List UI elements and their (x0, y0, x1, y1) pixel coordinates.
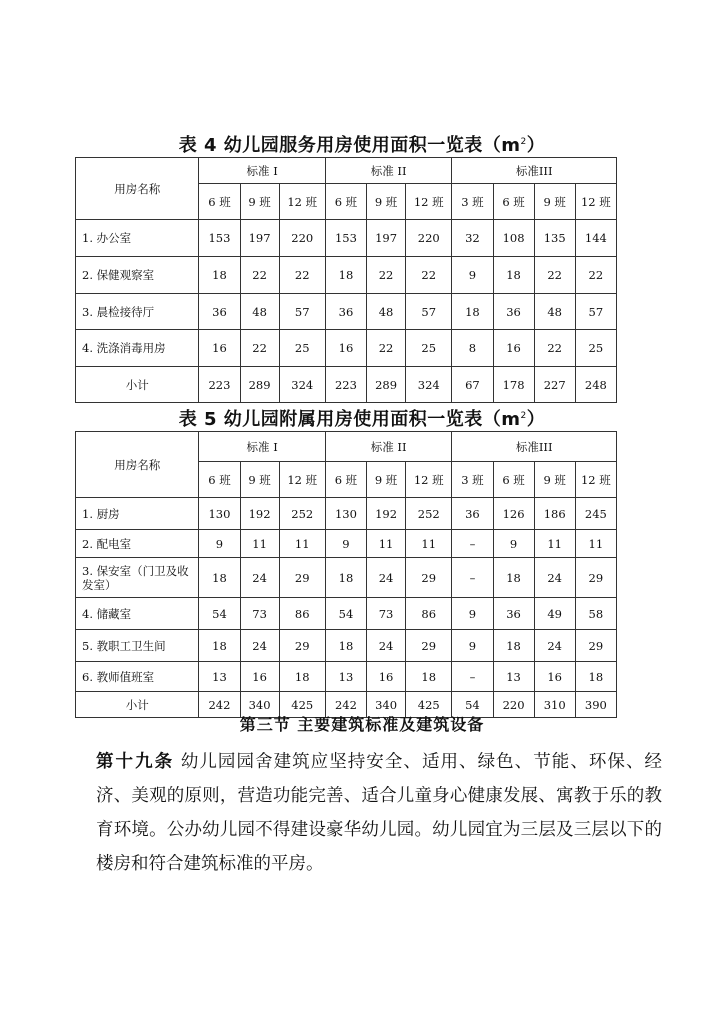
area-value: 16 (240, 662, 279, 692)
area-value: 57 (575, 294, 616, 330)
class-size-header: 9 班 (534, 184, 575, 220)
table-row (76, 662, 617, 692)
area-value: 29 (406, 558, 452, 598)
table-row (76, 257, 617, 294)
standard-header: 标准 II (325, 432, 451, 462)
area-value: 324 (279, 367, 325, 403)
table-row (76, 330, 617, 367)
area-value: 25 (575, 330, 616, 367)
table5-caption-sup: 2 (520, 411, 527, 421)
area-value: 340 (367, 692, 406, 718)
area-value: 11 (534, 530, 575, 558)
class-size-header: 12 班 (279, 184, 325, 220)
area-value: 29 (279, 630, 325, 662)
area-value: 425 (406, 692, 452, 718)
room-name: 3. 晨检接待厅 (76, 294, 199, 330)
area-value: 24 (534, 558, 575, 598)
subtotal-label: 小计 (76, 692, 199, 718)
class-size-header: 3 班 (452, 462, 493, 498)
area-value: 227 (534, 367, 575, 403)
area-value: 22 (575, 257, 616, 294)
area-value: 57 (279, 294, 325, 330)
area-value: 24 (367, 558, 406, 598)
area-value: 390 (575, 692, 616, 718)
area-value: 54 (452, 692, 493, 718)
name-header: 用房名称 (76, 432, 199, 498)
class-size-header: 6 班 (199, 462, 240, 498)
area-value: 25 (406, 330, 452, 367)
area-value: 9 (493, 530, 534, 558)
table-row (76, 558, 617, 598)
class-size-header: 12 班 (575, 462, 616, 498)
area-value: 16 (534, 662, 575, 692)
table-row (76, 498, 617, 530)
table5-caption (0, 405, 724, 431)
area-value: 49 (534, 598, 575, 630)
area-value: 18 (406, 662, 452, 692)
table-row (76, 294, 617, 330)
area-value: 130 (199, 498, 240, 530)
area-value: 54 (199, 598, 240, 630)
class-size-header: 6 班 (325, 462, 366, 498)
area-value: 29 (575, 630, 616, 662)
area-value: 48 (367, 294, 406, 330)
class-size-header: 12 班 (575, 184, 616, 220)
room-name: 2. 保健观察室 (76, 257, 199, 294)
class-size-header: 6 班 (325, 184, 366, 220)
area-value: – (452, 530, 493, 558)
area-value: 16 (199, 330, 240, 367)
class-size-header: 6 班 (493, 462, 534, 498)
standard-header: 标准III (452, 432, 617, 462)
area-value: 25 (279, 330, 325, 367)
area-value: 289 (367, 367, 406, 403)
class-size-header: 9 班 (534, 462, 575, 498)
name-header: 用房名称 (76, 158, 199, 220)
area-value: 18 (493, 257, 534, 294)
area-value: 24 (240, 558, 279, 598)
area-value: 223 (199, 367, 240, 403)
room-name: 5. 教职工卫生间 (76, 630, 199, 662)
area-value: 73 (240, 598, 279, 630)
area-value: 9 (452, 598, 493, 630)
area-value: 36 (452, 498, 493, 530)
area-value: 18 (325, 630, 366, 662)
area-value: 22 (367, 330, 406, 367)
area-value: 324 (406, 367, 452, 403)
area-value: 22 (534, 257, 575, 294)
area-value: 36 (199, 294, 240, 330)
standard-header: 标准III (452, 158, 617, 184)
class-size-header: 9 班 (367, 184, 406, 220)
area-value: 18 (493, 558, 534, 598)
area-value: 22 (240, 257, 279, 294)
table-row (76, 630, 617, 662)
area-value: 86 (406, 598, 452, 630)
area-value: 289 (240, 367, 279, 403)
class-size-header: 6 班 (493, 184, 534, 220)
area-value: 16 (367, 662, 406, 692)
area-value: 22 (534, 330, 575, 367)
area-value: 242 (199, 692, 240, 718)
area-value: 220 (493, 692, 534, 718)
standard-header: 标准 I (199, 432, 325, 462)
area-value: 18 (325, 558, 366, 598)
area-value: 197 (240, 220, 279, 257)
class-size-header: 12 班 (406, 184, 452, 220)
area-value: 48 (534, 294, 575, 330)
table4-caption (0, 131, 724, 157)
room-name: 4. 洗涤消毒用房 (76, 330, 199, 367)
area-value: 18 (199, 630, 240, 662)
area-value: 178 (493, 367, 534, 403)
table5-caption-end: ） (526, 409, 546, 430)
area-value: 86 (279, 598, 325, 630)
area-value: 58 (575, 598, 616, 630)
area-value: 9 (452, 257, 493, 294)
standard-header: 标准 II (325, 158, 451, 184)
area-value: 11 (367, 530, 406, 558)
room-name: 6. 教师值班室 (76, 662, 199, 692)
area-value: 16 (325, 330, 366, 367)
area-value: 13 (493, 662, 534, 692)
area-value: 16 (493, 330, 534, 367)
area-value: 36 (325, 294, 366, 330)
area-value: 340 (240, 692, 279, 718)
table4 (75, 157, 617, 403)
area-value: 153 (199, 220, 240, 257)
area-value: 252 (406, 498, 452, 530)
area-value: 29 (279, 558, 325, 598)
area-value: 18 (493, 630, 534, 662)
room-name: 3. 保安室（门卫及收发室） (76, 558, 199, 598)
area-value: 197 (367, 220, 406, 257)
area-value: – (452, 558, 493, 598)
area-value: 18 (452, 294, 493, 330)
area-value: 22 (367, 257, 406, 294)
table4-caption-end: ） (526, 135, 546, 156)
area-value: 223 (325, 367, 366, 403)
area-value: 18 (279, 662, 325, 692)
area-value: 425 (279, 692, 325, 718)
table4-caption-text: 表 4 幼儿园服务用房使用面积一览表（m (178, 135, 521, 156)
table-row (76, 530, 617, 558)
area-value: 310 (534, 692, 575, 718)
table-row (76, 367, 617, 403)
area-value: 245 (575, 498, 616, 530)
area-value: 126 (493, 498, 534, 530)
area-value: 36 (493, 294, 534, 330)
area-value: 192 (367, 498, 406, 530)
area-value: 9 (452, 630, 493, 662)
area-value: 11 (240, 530, 279, 558)
area-value: 8 (452, 330, 493, 367)
area-value: 186 (534, 498, 575, 530)
class-size-header: 12 班 (406, 462, 452, 498)
area-value: 18 (199, 558, 240, 598)
room-name: 4. 储藏室 (76, 598, 199, 630)
class-size-header: 3 班 (452, 184, 493, 220)
area-value: 135 (534, 220, 575, 257)
class-size-header: 9 班 (240, 184, 279, 220)
area-value: 24 (240, 630, 279, 662)
area-value: 220 (406, 220, 452, 257)
area-value: 130 (325, 498, 366, 530)
area-value: 48 (240, 294, 279, 330)
table-row (76, 598, 617, 630)
area-value: 29 (406, 630, 452, 662)
area-value: 36 (493, 598, 534, 630)
area-value: 11 (279, 530, 325, 558)
area-value: 11 (575, 530, 616, 558)
area-value: 24 (367, 630, 406, 662)
room-name: 2. 配电室 (76, 530, 199, 558)
class-size-header: 9 班 (240, 462, 279, 498)
area-value: 18 (199, 257, 240, 294)
area-value: 242 (325, 692, 366, 718)
table-row (76, 220, 617, 257)
class-size-header: 6 班 (199, 184, 240, 220)
area-value: 248 (575, 367, 616, 403)
area-value: 18 (575, 662, 616, 692)
subtotal-label: 小计 (76, 367, 199, 403)
area-value: 220 (279, 220, 325, 257)
area-value: 9 (199, 530, 240, 558)
area-value: 13 (325, 662, 366, 692)
area-value: 29 (575, 558, 616, 598)
area-value: 144 (575, 220, 616, 257)
room-name: 1. 办公室 (76, 220, 199, 257)
area-value: 13 (199, 662, 240, 692)
article-paragraph (96, 745, 662, 881)
table5 (75, 431, 617, 718)
article-label: 第十九条 (96, 752, 175, 772)
table4-caption-sup: 2 (520, 137, 527, 147)
area-value: 192 (240, 498, 279, 530)
area-value: 22 (279, 257, 325, 294)
area-value: 24 (534, 630, 575, 662)
table5-caption-text: 表 5 幼儿园附属用房使用面积一览表（m (178, 409, 521, 430)
area-value: 9 (325, 530, 366, 558)
area-value: 252 (279, 498, 325, 530)
area-value: 11 (406, 530, 452, 558)
area-value: 54 (325, 598, 366, 630)
area-value: 32 (452, 220, 493, 257)
area-value: 18 (325, 257, 366, 294)
area-value: – (452, 662, 493, 692)
area-value: 57 (406, 294, 452, 330)
area-value: 153 (325, 220, 366, 257)
area-value: 22 (240, 330, 279, 367)
class-size-header: 9 班 (367, 462, 406, 498)
article-text: 幼儿园园舍建筑应坚持安全、适用、绿色、节能、环保、经济、美观的原则，营造功能完善、适合儿童身心健康发展、寓教于乐的教育环境。公办幼儿园不得建设豪华幼儿园。幼儿园宜为三层及三层以下的楼房和符合建筑标准的平房。 (96, 752, 663, 874)
area-value: 108 (493, 220, 534, 257)
standard-header: 标准 I (199, 158, 325, 184)
room-name: 1. 厨房 (76, 498, 199, 530)
section-title: 第三节 主要建筑标准及建筑设备 (239, 715, 485, 734)
area-value: 22 (406, 257, 452, 294)
class-size-header: 12 班 (279, 462, 325, 498)
area-value: 73 (367, 598, 406, 630)
area-value: 67 (452, 367, 493, 403)
